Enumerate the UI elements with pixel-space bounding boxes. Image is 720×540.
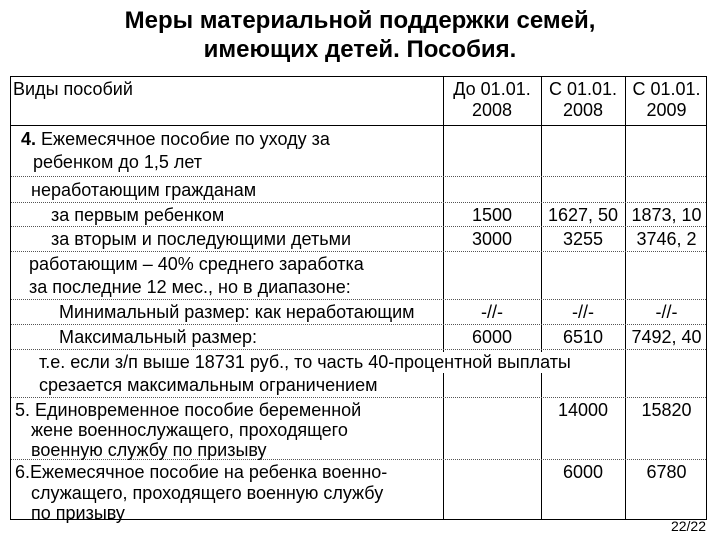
nonworking-label: неработающим гражданам <box>31 180 257 200</box>
first-child-label: за первым ребенком <box>51 205 225 225</box>
row-divider <box>11 299 706 300</box>
note-line1: т.е. если з/п выше 18731 руб., то часть 40-процентной выплаты <box>39 352 575 373</box>
first-child-value-2: 1627, 50 <box>547 205 619 225</box>
min-size-value-3: -//- <box>655 302 678 322</box>
second-child-label: за вторым и последующими детьми <box>51 229 352 249</box>
item4-line1 <box>21 129 330 150</box>
item6-value-3: 6780 <box>646 462 687 482</box>
second-child-value-2: 3255 <box>562 229 604 249</box>
item6-line1: 6.Ежемесячное пособие на ребенка военно- <box>15 462 388 482</box>
item4-text: Ежемесячное пособие по уходу за <box>36 129 330 149</box>
header-col2-line1: С 01.01. <box>548 79 618 99</box>
column-divider <box>443 77 444 519</box>
header-divider <box>11 125 706 126</box>
min-size-value-2: -//- <box>572 302 594 322</box>
page-number: 22/22 <box>670 518 706 534</box>
item5-line3: военную службу по призыву <box>31 440 267 460</box>
page-title <box>0 6 720 64</box>
title-line-2: имеющих детей. Пособия. <box>203 36 517 63</box>
item5-line1: 5. Единовременное пособие беременной <box>15 400 362 420</box>
row-divider <box>11 349 706 350</box>
header-col3-line2: 2009 <box>646 100 687 120</box>
first-child-value-3: 1873, 10 <box>631 205 702 225</box>
row-divider <box>11 176 706 177</box>
item5-value-2: 14000 <box>557 400 609 420</box>
header-col1-line1: До 01.01. <box>453 79 531 99</box>
row-divider <box>11 202 706 203</box>
item4-line2: ребенком до 1,5 лет <box>33 152 203 172</box>
max-size-value-3: 7492, 40 <box>631 327 702 347</box>
header-kinds: Виды пособий <box>13 79 133 99</box>
first-child-value-1: 1500 <box>471 205 513 225</box>
second-child-value-1: 3000 <box>471 229 513 249</box>
note-line2: срезается максимальным ограничением <box>39 375 378 395</box>
item5-line2: жене военнослужащего, проходящего <box>31 420 348 440</box>
row-divider <box>11 251 706 252</box>
row-divider <box>11 397 706 398</box>
max-size-value-1: 6000 <box>471 327 513 347</box>
header-col1-line2: 2008 <box>471 100 513 120</box>
column-divider <box>625 77 626 519</box>
item6-value-2: 6000 <box>562 462 604 482</box>
item5-value-3: 15820 <box>641 400 692 420</box>
title-line-1: Меры материальной поддержки семей, <box>124 7 596 34</box>
max-size-value-2: 6510 <box>562 327 604 347</box>
min-size-value-1: -//- <box>481 302 503 322</box>
row-divider <box>11 226 706 227</box>
header-col2-line2: 2008 <box>562 100 604 120</box>
row-divider <box>11 324 706 325</box>
min-size-label: Минимальный размер: как неработающим <box>59 302 415 322</box>
working-line1: работающим – 40% среднего заработка <box>29 254 364 274</box>
working-line2: за последние 12 мес., но в диапазоне: <box>29 277 351 297</box>
item4-number: 4. <box>21 129 37 149</box>
benefits-table <box>10 76 707 523</box>
second-child-value-3: 3746, 2 <box>636 229 697 249</box>
column-divider <box>541 77 542 519</box>
item6-line2: служащего, проходящего военную службу <box>31 483 384 503</box>
header-col3-line1: С 01.01. <box>632 79 701 99</box>
max-size-label: Максимальный размер: <box>59 327 258 347</box>
item6-line3: по призыву <box>31 503 125 523</box>
